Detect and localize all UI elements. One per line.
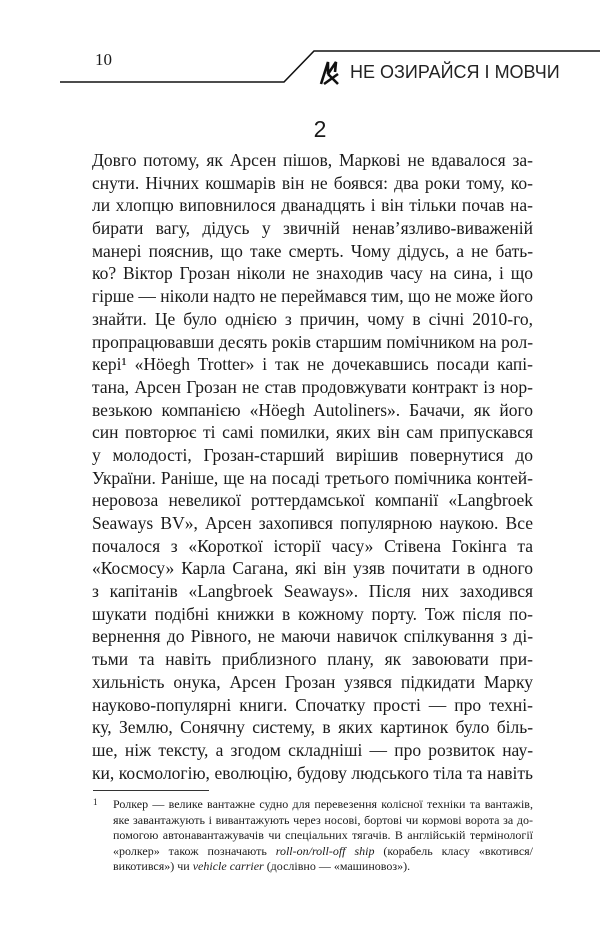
header-rule <box>0 0 600 100</box>
body-line: гірше — ніколи надто не переймався тим, що не може його <box>92 286 534 307</box>
footnote-line: «ролкер» також позначають roll-on/roll-off ship (корабель класу «вкотився/ <box>113 843 534 858</box>
chapter-number: 2 <box>313 116 327 142</box>
body-line: хильність онука, Арсен Грозан узявся підкидати Марку <box>92 671 534 692</box>
body-line: ко? Віктор Грозан ніколи не знаходив часу на сина, і що <box>92 263 533 284</box>
body-line: ки, космологію, еволюцію, будову людського тіла та навіть <box>92 762 534 783</box>
body-line: неровоза невеликої роттердамської компанії «Langbroek <box>92 490 533 511</box>
body-line: снути. Нічних кошмарів він не боявся: два роки тому, ко- <box>92 172 533 193</box>
body-line: Seaways BV», Арсен захопився популярною наукою. Все <box>92 513 533 533</box>
footnote-text <box>113 797 533 875</box>
body-line: Довго потому, як Арсен пішов, Маркові не вдавалося за- <box>92 150 533 170</box>
footnote-line: Ролкер — велике вантажне судно для перевезення колісної техніки та вантажів, <box>113 797 533 811</box>
body-line: везькою компанією «Höegh Autoliners». Бачачи, як його <box>92 399 533 420</box>
body-text <box>92 149 533 784</box>
body-line: пропрацювавши десять років старшим помічником на рол- <box>92 331 534 352</box>
body-line: манері пояснив, що таке смерть. Чому дідусь, а не бать- <box>92 240 534 261</box>
page-number: 10 <box>95 50 112 69</box>
body-line: кері¹ «Höegh Trotter» і так не дочекавшись посади капі- <box>92 354 533 375</box>
footnote-marker: 1 <box>93 797 98 807</box>
footnote-line: викотився») чи vehicle carrier (дослівно — «машиновоз»). <box>113 859 411 874</box>
publisher-logo-icon <box>318 60 342 86</box>
body-line: науково-популярні книги. Спочатку прості — про техні- <box>92 694 533 715</box>
body-line: шукати подібні книжки в кожному порту. Тож після по- <box>92 603 533 624</box>
body-line: почалося з «Короткої історії часу» Стівена Гокінга та <box>92 535 534 556</box>
footnote <box>93 797 533 875</box>
body-line: тьми та навіть приблизного плану, як завоювати при- <box>92 649 533 670</box>
body-line: ше, ніж тексту, а згодом складніші — про розвиток нау- <box>92 739 534 760</box>
body-line: з капітанів «Langbroek Seaways». Після них заходився <box>92 581 534 602</box>
body-line: вернення до Рівного, не маючи навичок спілкування з ді- <box>92 626 534 647</box>
body-line: у молодості, Грозан-старший вирішив повернутися до <box>92 444 534 465</box>
body-line: «Космосу» Карла Сагана, які він узяв почитати в одного <box>92 558 533 579</box>
footnote-line: яке завантажують і вивантажують через носові, бортові чи кормові ворота за до- <box>113 812 533 827</box>
body-line: ку, Землю, Сонячну систему, в яких картинок було біль- <box>92 717 534 738</box>
body-line: син повторює ті самі помилки, яких він сам припускався <box>92 422 534 443</box>
body-line: України. Раніше, ще на посаді третього помічника контей- <box>92 467 533 488</box>
body-line: ли хлопцю виповнилося дванадцять і він тільки почав на- <box>92 195 533 216</box>
running-title: НЕ ОЗИРАЙСЯ І МОВЧИ <box>350 62 560 82</box>
body-line: знайти. Це було однією з причин, чому в січні 2010-го, <box>92 308 533 329</box>
footnote-line: помогою автонавантажувачів чи спеціальних тягачів. В англійській термінології <box>113 828 533 843</box>
footnote-divider <box>93 790 209 791</box>
body-line: бирати вагу, дідусь у звичній ненав’язливо-виваженій <box>92 218 534 239</box>
body-line: тана, Арсен Грозан не став продовжувати контракт із нор- <box>92 376 533 397</box>
